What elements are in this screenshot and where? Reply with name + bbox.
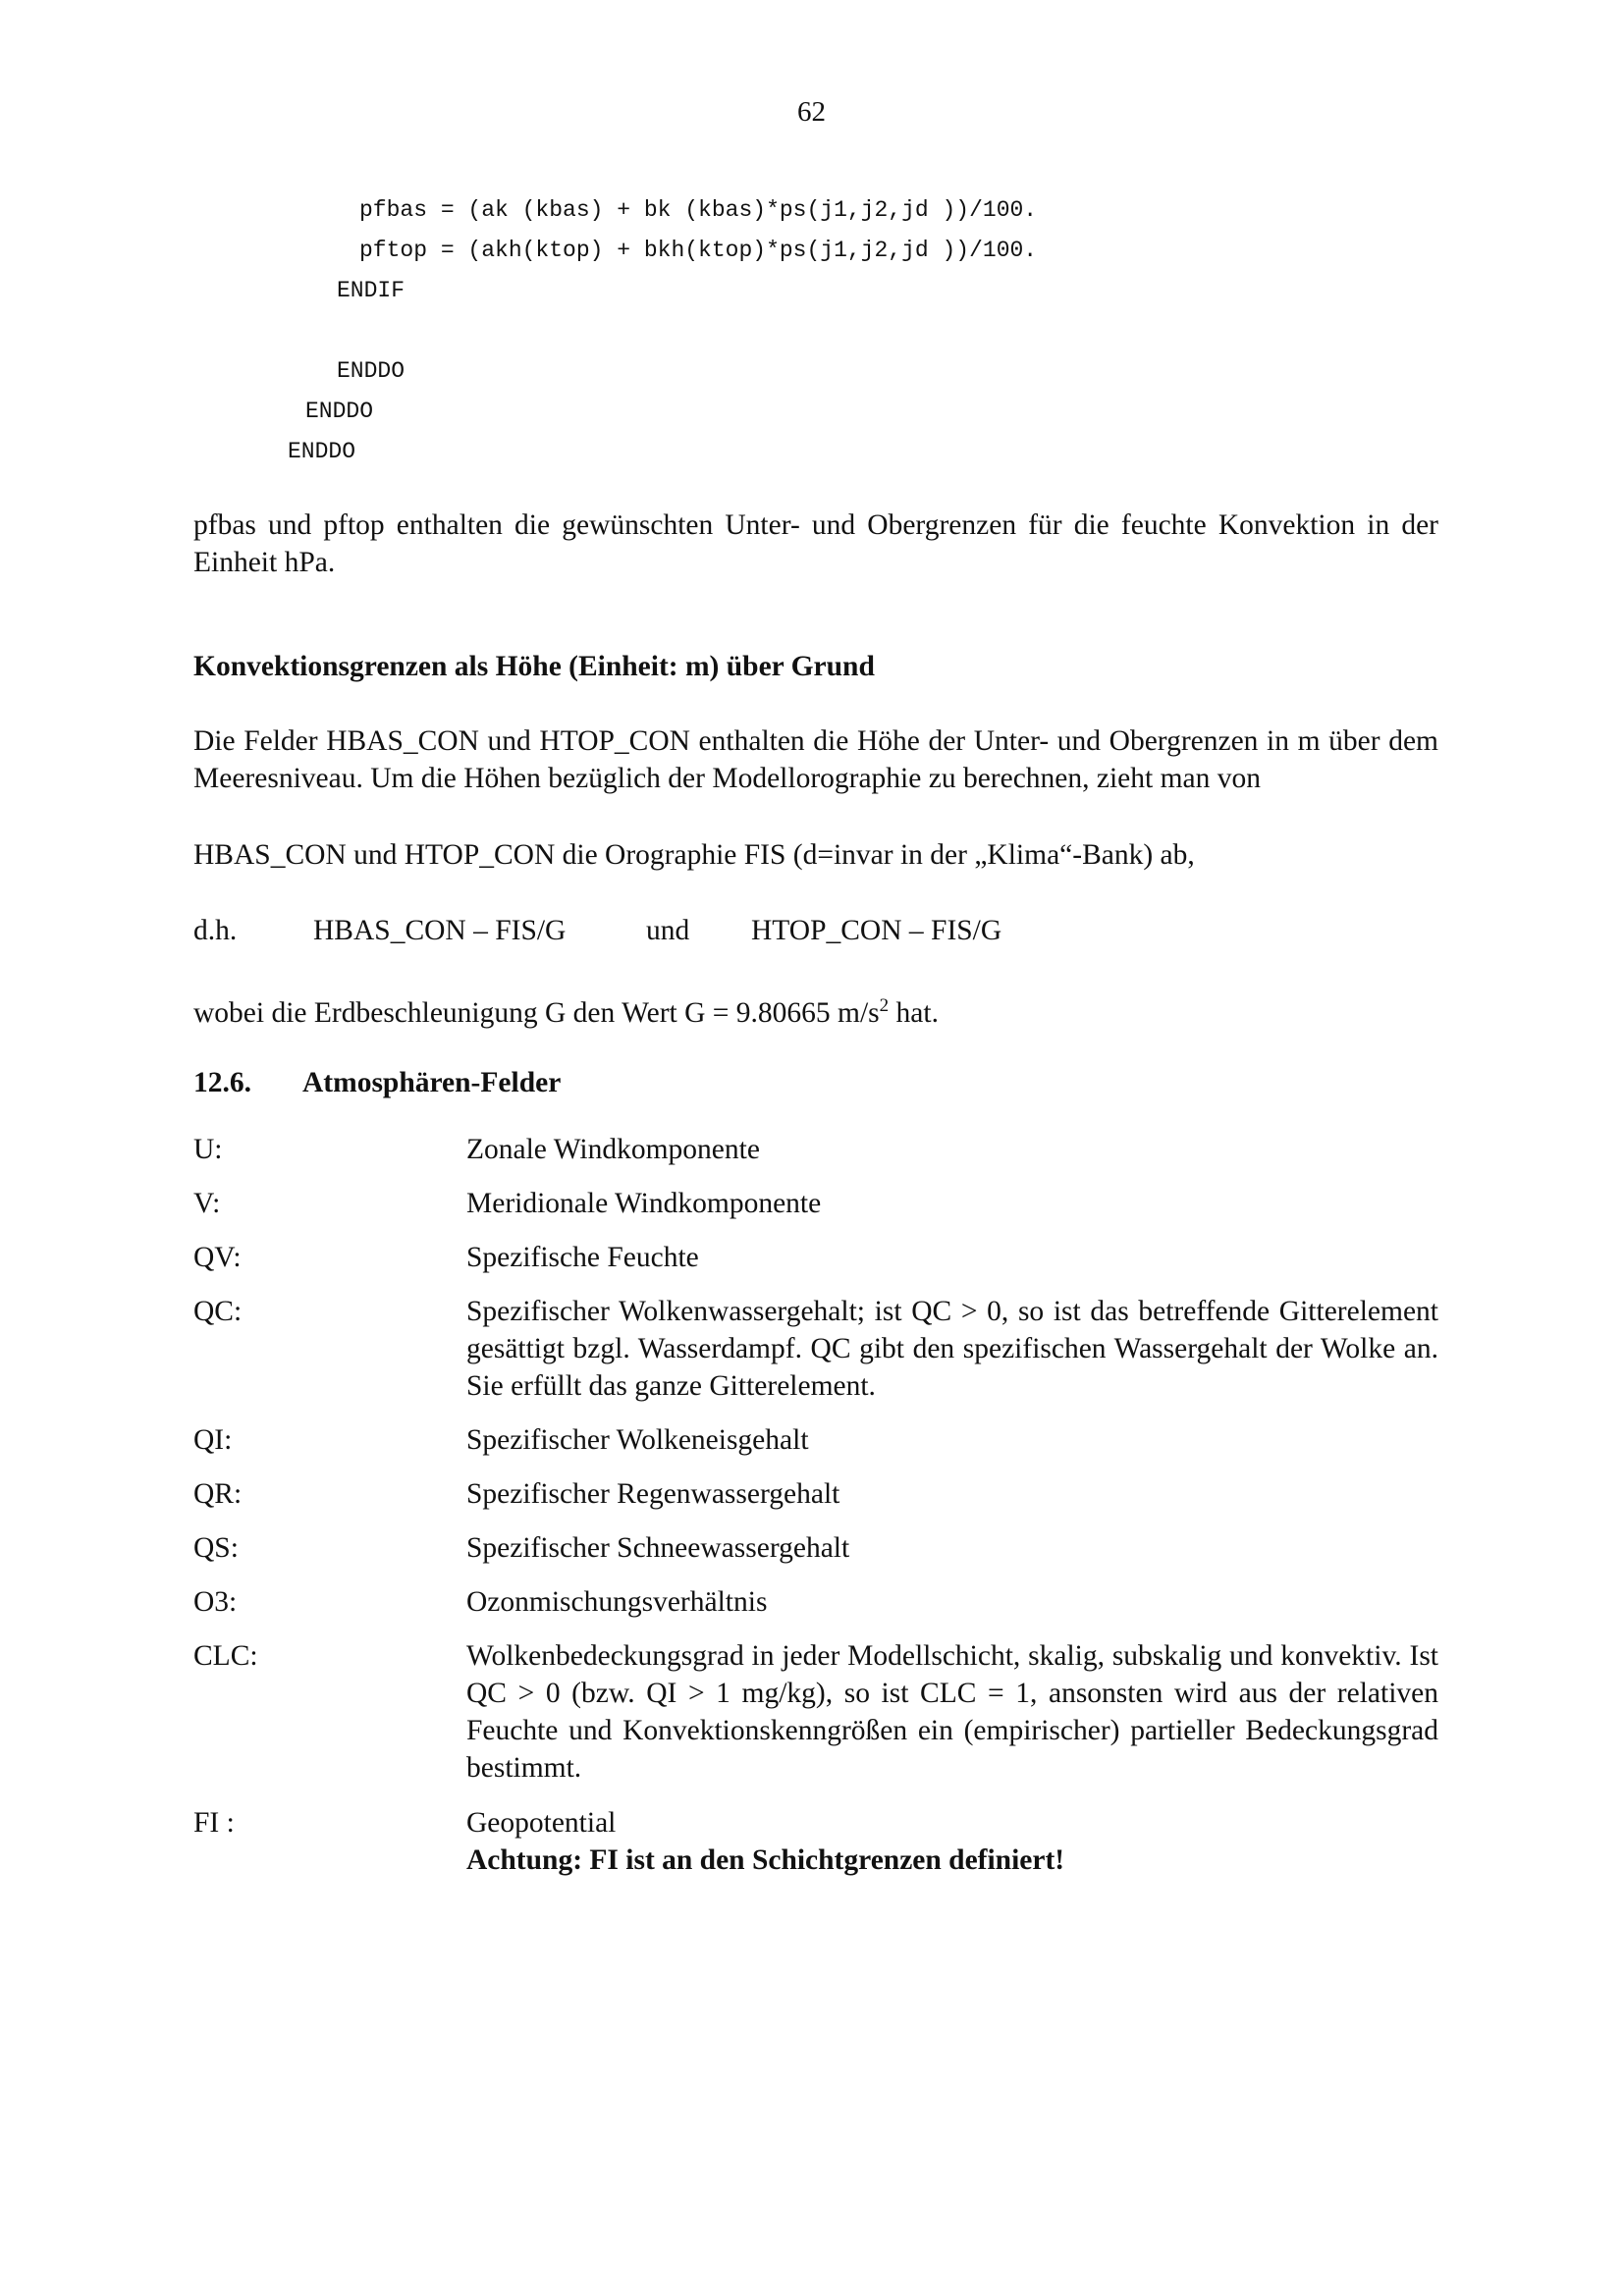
field-desc: Wolkenbedeckungsgrad in jeder Modellschicht, skalig, subskalig und konvektiv. Ist QC > 0 (bzw. QI > 1 mg/kg), so ist CLC = 1, ansonsten wird aus der relativen Feuchte und Konvektionskenngrößen ein (empirischer) partieller Bedeckungsgrad bestimmt.: [466, 1640, 1438, 1784]
field-term: QV:: [193, 1242, 242, 1273]
gravity-exponent: 2: [879, 995, 890, 1016]
field-desc: Geopotential: [466, 1807, 617, 1839]
page-number: 62: [797, 96, 826, 128]
field-desc: Ozonmischungsverhältnis: [466, 1586, 768, 1618]
code-line-enddo-inner: ENDDO: [337, 358, 406, 384]
field-term: U:: [193, 1134, 223, 1165]
formula-htop: HTOP_CON – FIS/G: [751, 915, 1002, 946]
field-term: QI:: [193, 1424, 233, 1456]
field-note-fi: Achtung: FI ist an den Schichtgrenzen definiert!: [466, 1844, 1065, 1876]
code-line-pftop: pftop = (akh(ktop) + bkh(ktop)*ps(j1,j2,jd ))/100.: [359, 238, 1038, 263]
felder-paragraph: Die Felder HBAS_CON und HTOP_CON enthalten die Höhe der Unter- und Obergrenzen in m über dem Meeresniveau. Um die Höhen bezüglich der Modellorographie zu berechnen, zieht man von: [193, 725, 1438, 794]
field-term: O3:: [193, 1586, 238, 1618]
heading-konvektionsgrenzen: Konvektionsgrenzen als Höhe (Einheit: m) über Grund: [193, 651, 875, 682]
gravity-prefix: wobei die Erdbeschleunigung G den Wert G = 9.80665 m/s: [193, 996, 880, 1029]
field-term: QR:: [193, 1478, 243, 1510]
pfbas-description: pfbas und pftop enthalten die gewünschten Unter- und Obergrenzen für die feuchte Konvektion in der Einheit hPa.: [193, 509, 1438, 578]
field-term: CLC:: [193, 1640, 258, 1672]
section-heading: [193, 1064, 562, 1101]
field-term: FI :: [193, 1807, 235, 1839]
field-term: QC:: [193, 1296, 243, 1327]
field-desc: Zonale Windkomponente: [466, 1134, 760, 1165]
section-title: Atmosphären-Felder: [302, 1067, 562, 1098]
field-desc: Spezifischer Schneewassergehalt: [466, 1532, 850, 1564]
code-line-enddo-outer: ENDDO: [288, 439, 356, 464]
section-number: 12.6.: [193, 1067, 251, 1098]
field-desc: Spezifischer Regenwassergehalt: [466, 1478, 840, 1510]
gravity-sentence: [193, 988, 1438, 1032]
formula-und: und: [646, 915, 690, 946]
code-line-enddo-middle: ENDDO: [305, 399, 374, 424]
code-line-endif: ENDIF: [337, 278, 406, 303]
gravity-suffix: hat.: [889, 996, 939, 1029]
felder-paragraph-cont: HBAS_CON und HTOP_CON die Orographie FIS (d=invar in der „Klima“-Bank) ab,: [193, 839, 1195, 871]
code-line-pfbas: pfbas = (ak (kbas) + bk (kbas)*ps(j1,j2,jd ))/100.: [359, 197, 1038, 223]
field-desc: Spezifische Feuchte: [466, 1242, 699, 1273]
field-desc: Spezifischer Wolkeneisgehalt: [466, 1424, 809, 1456]
field-desc: Meridionale Windkomponente: [466, 1188, 822, 1219]
formula-dh: d.h.: [193, 915, 238, 946]
field-desc: Spezifischer Wolkenwassergehalt; ist QC > 0, so ist das betreffende Gitterelement gesättigt bzgl. Wasserdampf. QC gibt den spezifischen Wassergehalt der Wolke an. Sie erfüllt das ganze Gitterelement.: [466, 1296, 1438, 1402]
field-term: V:: [193, 1188, 221, 1219]
formula-hbas: HBAS_CON – FIS/G: [313, 915, 567, 946]
field-term: QS:: [193, 1532, 239, 1564]
